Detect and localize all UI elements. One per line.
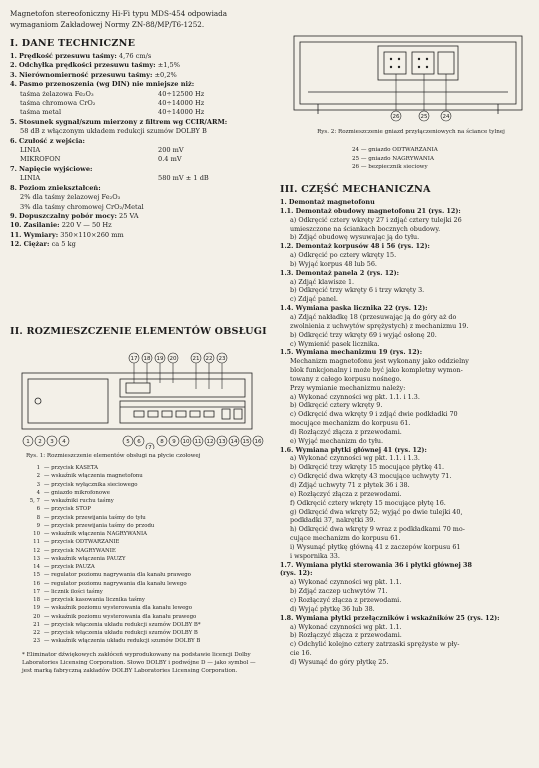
instruction-line: d) Wyjąć płytkę 36 lub 38.: [290, 604, 375, 613]
instruction-line: e) Rozłączyć złącza z przewodami.: [290, 489, 402, 498]
legend-row: 18 — przycisk kasowania licznika taśmy: [33, 597, 145, 603]
legend-row: 14 — przycisk PAUZA: [33, 564, 95, 570]
legend-row: 11 — przycisk ODTWARZANIE: [33, 539, 120, 546]
instruction-line: e) Wyjąć mechanizm do tyłu.: [290, 436, 384, 445]
svg-text:26: 26: [392, 114, 400, 120]
spec-item: 5. Stosunek sygnał/szum mierzony z filtrem wg CCIR/ARM:: [10, 117, 228, 126]
legend-row: 23 — wskaźnik włączenia układu redukcji szumów DOLBY B: [33, 638, 201, 645]
svg-text:9: 9: [172, 439, 176, 445]
rear-callout: [419, 111, 429, 121]
instruction-line: a) Wykonać czynności wg pkt. 1.1.: [290, 622, 402, 631]
legend-row: 16 — regulator poziomu nagrywania dla kanału lewego: [33, 580, 187, 587]
spec-item: 12. Ciężar: ca 5 kg: [10, 240, 76, 249]
svg-text:14: 14: [230, 439, 238, 445]
legend-row: 12 — przycisk NAGRYWANIE: [33, 547, 116, 554]
legend-row: 13 — wskaźnik włączenia PAUZY: [33, 555, 126, 562]
legend-row: 19 — wskaźnik poziomu wysterowania dla kanału lewego: [33, 605, 192, 612]
svg-text:19: 19: [156, 356, 164, 362]
instruction-line: c) Rozłączyć złącza z przewodami.: [290, 595, 402, 604]
svg-text:11: 11: [194, 439, 202, 445]
bottom-callout: [229, 436, 239, 446]
legend-row: 15 — regulator poziomu nagrywania dla kanału prawego: [33, 572, 191, 579]
instruction-heading: 1.4. Wymiana paska licznika 22 (rys. 12):: [280, 304, 428, 313]
svg-text:24: 24: [442, 114, 450, 120]
section-1-title: I. DANE TECHNICZNE: [10, 38, 136, 49]
svg-text:5: 5: [126, 439, 130, 445]
svg-text:10: 10: [182, 439, 190, 445]
dolby-footnote: * Eliminator dźwiękowych zakłóceń wyprodukowany na podstawie licencji Dolby Laboratories Licensing Corporation. Słowo DOLBY i podwójne D — jako symbol — jest marką fabryczną zakładów DOLBY Laboratories Licensing Corporation.: [22, 652, 256, 675]
legend-row: 8 — przycisk przewijania taśmy do tyłu: [36, 514, 146, 521]
bottom-callout: [123, 436, 133, 446]
instruction-heading: 1.1. Demontaż obudowy magnetofonu 21 (rys. 12):: [280, 206, 461, 215]
instruction-heading: 1.6. Wymiana płytki głównej 41 (rys. 12):: [280, 445, 427, 454]
dist-row: 2% dla taśmy żelazowej Fe₂O₃: [20, 193, 121, 202]
instruction-line: a) Zdjąć klawisze 1.: [290, 277, 355, 286]
section-2-title: II. ROZMIESZCZENIE ELEMENTÓW OBSŁUGI: [10, 326, 267, 337]
sens-row: LINIA 200 mV: [20, 146, 184, 155]
legend-row: 20 — wskaźnik poziomu wysterowania dla kanału prawego: [33, 613, 197, 620]
svg-text:13: 13: [218, 439, 226, 445]
svg-text:25: 25: [420, 114, 428, 120]
instruction-line: umieszczone na ściankach bocznych obudowy.: [290, 224, 441, 233]
svg-text:18: 18: [143, 356, 151, 362]
svg-text:21: 21: [192, 356, 200, 362]
bottom-callout: [59, 436, 69, 446]
spec-item: 11. Wymiary: 350×110×260 mm: [10, 230, 124, 239]
bottom-callout: [35, 436, 45, 446]
spec-item: 9. Dopuszczalny pobór mocy: 25 VA: [10, 211, 139, 220]
mechanical-instructions: [280, 198, 532, 667]
instruction-line: towany z całego korpusu nośnego.: [290, 374, 402, 383]
spec-item: 8. Poziom zniekształceń:: [10, 183, 101, 192]
instruction-line: b) Rozłączyć złącza z przewodami.: [290, 631, 402, 640]
instruction-heading: 1.7. Wymiana płytki sterowania 36 i płytki głównej 38: [280, 560, 472, 569]
bottom-callout: [169, 436, 179, 446]
instruction-line: c) Zdjąć panel.: [290, 295, 338, 304]
instruction-line: a) Odkręcić cztery wkręty 27 i zdjąć cztery tulejki 26: [290, 215, 462, 224]
instruction-line: c) Odkręcić dwa wkręty 43 mocujące uchwyty 71.: [290, 472, 452, 481]
rear-callout: [391, 111, 401, 121]
legend-row: 4 — gniazdo mikrofonowe: [36, 489, 110, 496]
legend-row: 21 — przycisk włączenia układu redukcji szumów DOLBY B*: [33, 621, 201, 628]
bottom-callout: [157, 436, 167, 446]
instruction-line: c) Odchylić kolejno cztery zatrzaski sprężyste w pły-: [290, 640, 460, 649]
top-callout: [129, 353, 139, 363]
bottom-callout: [134, 436, 144, 446]
top-callout: [155, 353, 165, 363]
top-callout: [191, 353, 201, 363]
band-row: taśma metal 40÷14000 Hz: [20, 108, 205, 117]
instruction-line: c) Wymienić pasek licznika.: [290, 339, 380, 348]
legend-row: 3 — przycisk wyłącznika sieciowego: [36, 481, 138, 488]
legend-row: 9 — przycisk przewijania taśmy do przodu: [36, 522, 155, 529]
instruction-line: b) Odkręcić trzy wkręty 69 i wyjąć osłonę 20.: [290, 330, 437, 339]
top-callout: [142, 353, 152, 363]
instruction-heading: 1.8. Wymiana płytki przełączników i wskaźników 25 (rys. 12):: [280, 613, 500, 622]
band-row: taśma żelazowa Fe₂O₃ 40÷12500 Hz: [20, 89, 205, 98]
spec-item: 7. Napięcie wyjściowe:: [10, 164, 93, 173]
svg-text:6: 6: [137, 439, 141, 445]
svg-text:7: 7: [148, 445, 152, 449]
figure-2-legend: 24 — gniazdo ODTWARZANIA 25 — gniazdo NAGRYWANIA 26 — bezpiecznik sieciowy: [352, 147, 438, 171]
instruction-line: d) Rozłączyć złącza z przewodami.: [290, 427, 402, 436]
bottom-callout: [217, 436, 227, 446]
instruction-line: b) Zdjąć obudowę wysuwając ją do tyłu.: [290, 233, 420, 242]
svg-text:8: 8: [160, 439, 164, 445]
figure-1-caption: Rys. 1: Rozmieszczenie elementów obsługi na płycie czołowej: [26, 453, 201, 459]
instruction-line: b) Odkręcić cztery wkręty 9.: [290, 401, 383, 410]
spec-item: 10. Zasilanie: 220 V — 50 Hz: [10, 221, 112, 230]
instruction-line: c) Odkręcić dwa wkręty 9 i zdjąć dwie podkładki 70: [290, 410, 458, 419]
front-panel-diagram: [16, 349, 266, 449]
spec-item: 4. Pasmo przenoszenia (wg DIN) nie mniejsze niż:: [10, 80, 195, 89]
instruction-line: a) Wykonać czynności wg pkt. 1.1. i 1.3.: [290, 392, 420, 401]
instruction-heading: 1.2. Demontaż korpusów 48 i 56 (rys. 12):: [280, 242, 430, 251]
instruction-heading: 1.3. Demontaż panela 2 (rys. 12):: [280, 268, 400, 277]
instruction-line: Przy wymianie mechanizmu należy:: [290, 383, 406, 392]
instruction-line: a) Wykonać czynności wg pkt. 1.1.: [290, 578, 402, 587]
svg-text:15: 15: [242, 439, 250, 445]
figure-2-caption: Rys. 2: Rozmieszczenie gniazd przyłączeniowych na ściance tylnej: [317, 129, 505, 135]
instruction-heading: 1. Demontaż magnetofonu: [280, 198, 375, 206]
instruction-line: h) Odkręcić dwa wkręty 9 wraz z podkładkami 70 mo-: [290, 525, 465, 534]
section-3-title: III. CZĘŚĆ MECHANICZNA: [280, 184, 431, 195]
figure-1-legend: [22, 464, 267, 646]
sens-row: MIKROFON 0.4 mV: [20, 155, 182, 164]
intro-text: Magnetofon stereofoniczny Hi-Fi typu MDS-454 odpowiada wymaganiom Zakładowej Normy ZN-88/MP/T6-1252.: [10, 9, 228, 29]
instruction-line: a) Zdjąć nakładkę 18 (przesuwając ją do góry aż do: [290, 312, 457, 321]
spec-list: [10, 52, 272, 250]
instruction-line: b) Odkręcić trzy wkręty 15 mocujące płytkę 41.: [290, 463, 445, 472]
legend-row: 2 — wskaźnik włączenia magnetofonu: [36, 473, 143, 480]
legend-row: 5, 7 — wskaźniki ruchu taśmy: [29, 498, 114, 504]
instruction-line: cujące mechanizm do korpusu 61.: [290, 534, 401, 543]
top-callout: [204, 353, 214, 363]
svg-text:1: 1: [26, 439, 30, 445]
instruction-heading: 1.5. Wymiana mechanizmu 19 (rys. 12):: [280, 348, 423, 357]
instruction-line: zwolnienia z uchwytów sprężystych) z mechanizmu 19.: [290, 321, 469, 330]
legend-row: 6 — przycisk STOP: [36, 506, 91, 513]
spec-item: 1. Prędkość przesuwu taśmy: 4,76 cm/s: [10, 52, 152, 60]
instruction-line: b) Wyjąć korpus 48 lub 56.: [290, 259, 377, 268]
svg-text:4: 4: [62, 439, 66, 445]
instruction-line: d) Zdjąć uchwyty 71 z płytek 36 i 38.: [290, 481, 410, 489]
legend-row: 22 — przycisk włączenia układu redukcji szumów DOLBY B: [33, 630, 198, 636]
spec-item: 2. Odchyłka prędkości przesuwu taśmy: ±1,5%: [10, 61, 181, 70]
bottom-callout: [47, 436, 57, 446]
svg-text:12: 12: [206, 439, 214, 445]
rear-panel-diagram: [288, 6, 528, 128]
spec-item: 6. Czułość z wejścia:: [10, 136, 85, 145]
instruction-line: a) Wykonać czynności wg pkt. 1.1. i 1.3.: [290, 454, 420, 463]
bottom-callout: [181, 436, 191, 446]
dist-row: 3% dla taśmy chromowej CrO₂/Metal: [20, 202, 144, 211]
instruction-line: a) Odkręcić po cztery wkręty 15.: [290, 251, 397, 260]
instruction-line: b) Zdjąć zaczep uchwytów 71.: [290, 587, 388, 596]
instruction-line: blok funkcjonalny i może być jako kompletny wymon-: [290, 366, 463, 375]
legend-row: 1 — przycisk KASETA: [36, 465, 99, 471]
bottom-callout: [193, 436, 203, 446]
instruction-heading: (rys. 12):: [280, 569, 313, 578]
top-callout: [168, 353, 178, 363]
snr-value: 58 dB z włączonym układem redukcji szumów DOLBY B: [20, 127, 207, 136]
top-callout: [217, 353, 227, 363]
rear-callout: [441, 111, 451, 121]
svg-text:3: 3: [50, 439, 54, 445]
instruction-line: f) Odkręcić cztery wkręty 15 mocujące płytę 16.: [290, 498, 446, 507]
instruction-line: b) Odkręcić trzy wkręty 6 i trzy wkręty 3.: [290, 286, 425, 295]
bottom-callout: [241, 436, 251, 446]
svg-text:17: 17: [130, 356, 138, 362]
instruction-line: podkładki 37, nakrętki 39.: [290, 516, 376, 525]
out-row: LINIA 580 mV ± 1 dB: [20, 174, 209, 183]
instruction-line: cie 16.: [290, 649, 312, 658]
instruction-line: mocujące mechanizm do korpusu 61.: [290, 419, 411, 428]
instruction-line: d) Wysunąć do góry płytkę 25.: [290, 657, 389, 666]
instruction-line: i wspornika 33.: [290, 551, 340, 560]
legend-row: 17 — licznik ilości taśmy: [33, 588, 103, 595]
bottom-callout: [146, 443, 154, 449]
bottom-callout: [253, 436, 263, 446]
svg-text:23: 23: [218, 356, 226, 362]
instruction-line: i) Wysunąć płytkę główną 41 z zaczepów korpusu 61: [290, 542, 461, 551]
svg-text:20: 20: [169, 356, 177, 362]
legend-row: 10 — wskaźnik włączenia NAGRYWANIA: [33, 531, 148, 537]
bottom-callout: [23, 436, 33, 446]
bottom-callout: [205, 436, 215, 446]
instruction-line: g) Odkręcić dwa wkręty 52; wyjąć po dwie tulejki 40,: [290, 507, 463, 516]
band-row: taśma chromowa CrO₂ 40÷14000 Hz: [20, 99, 205, 108]
svg-text:22: 22: [205, 356, 213, 362]
svg-text:16: 16: [254, 439, 262, 445]
svg-text:2: 2: [38, 439, 42, 445]
instruction-line: Mechanizm magnetofonu jest wykonany jako oddzielny: [290, 357, 469, 366]
spec-item: 3. Nierównomierność przesuwu taśmy: ±0,2%: [10, 70, 177, 79]
